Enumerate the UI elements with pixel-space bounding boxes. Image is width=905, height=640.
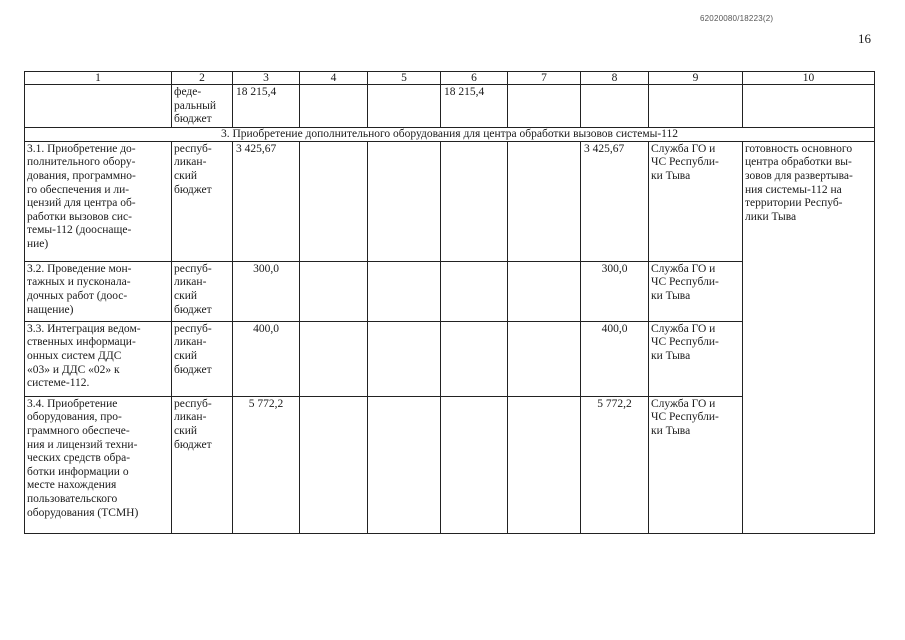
- table-cell: [300, 85, 368, 128]
- table-cell: [368, 261, 441, 321]
- table-cell: [649, 85, 743, 128]
- header-cell: 9: [649, 72, 743, 85]
- executor: Служба ГО и ЧС Республи- ки Тыва: [649, 396, 743, 533]
- table-cell: [441, 321, 508, 396]
- table-cell: [300, 396, 368, 533]
- table-cell: [508, 261, 581, 321]
- funding-source: феде- ральный бюджет: [172, 85, 233, 128]
- section-title: 3. Приобретение дополнительного оборудования для центра обработки вызовов системы-112: [25, 127, 875, 141]
- measure-name: 3.1. Приобретение до- полнительного обору- дования, программно- го обеспечения и ли- цензий для центра об- работки вызовов сис- темы-112 (дооснаще- ние): [25, 141, 172, 261]
- header-cell: 7: [508, 72, 581, 85]
- table-cell: [368, 396, 441, 533]
- amount-col3: 400,0: [233, 321, 300, 396]
- table-cell: [743, 85, 875, 128]
- table-cell: [300, 261, 368, 321]
- table-cell: [508, 396, 581, 533]
- funding-source: респуб- ликан- ский бюджет: [172, 321, 233, 396]
- table-cell: [300, 321, 368, 396]
- table-cell: [441, 141, 508, 261]
- header-cell: 4: [300, 72, 368, 85]
- header-cell: 6: [441, 72, 508, 85]
- table-cell: [441, 261, 508, 321]
- amount-col8: 3 425,67: [581, 141, 649, 261]
- executor: Служба ГО и ЧС Республи- ки Тыва: [649, 141, 743, 261]
- amount-col3: 18 215,4: [233, 85, 300, 128]
- executor: Служба ГО и ЧС Республи- ки Тыва: [649, 321, 743, 396]
- funding-source: респуб- ликан- ский бюджет: [172, 396, 233, 533]
- amount-col6: 18 215,4: [441, 85, 508, 128]
- table-cell: [508, 141, 581, 261]
- table-row-federal: [25, 85, 875, 128]
- table-cell: [300, 141, 368, 261]
- table-cell: [508, 321, 581, 396]
- funding-source: респуб- ликан- ский бюджет: [172, 141, 233, 261]
- document-code: 62020080/18223(2): [700, 14, 774, 23]
- header-cell: 5: [368, 72, 441, 85]
- amount-col3: 300,0: [233, 261, 300, 321]
- table-cell: [25, 85, 172, 128]
- expected-result: готовность основного центра обработки вы- зовов для развертыва- ния системы-112 на территории Респуб- лики Тыва: [743, 141, 875, 533]
- measure-name: 3.3. Интеграция ведом- ственных информаци- онных систем ДДС «03» и ДДС «02» к системе-112.: [25, 321, 172, 396]
- table-cell: [368, 141, 441, 261]
- table-row: [25, 141, 875, 261]
- header-cell: 8: [581, 72, 649, 85]
- amount-col8: 5 772,2: [581, 396, 649, 533]
- budget-table: [24, 71, 875, 534]
- table-cell: [368, 321, 441, 396]
- header-cell: 3: [233, 72, 300, 85]
- amount-col3: 5 772,2: [233, 396, 300, 533]
- amount-col8: 300,0: [581, 261, 649, 321]
- header-cell: 1: [25, 72, 172, 85]
- header-row: [25, 72, 875, 85]
- page-number: 16: [858, 31, 871, 46]
- section-row: [25, 127, 875, 141]
- header-cell: 10: [743, 72, 875, 85]
- table-cell: [508, 85, 581, 128]
- funding-source: респуб- ликан- ский бюджет: [172, 261, 233, 321]
- table-cell: [368, 85, 441, 128]
- amount-col3: 3 425,67: [233, 141, 300, 261]
- table-cell: [581, 85, 649, 128]
- measure-name: 3.4. Приобретение оборудования, про- граммного обеспече- ния и лицензий техни- ческих средств обра- ботки информации о месте нахождения пользовательского оборудования (ТСМН): [25, 396, 172, 533]
- header-cell: 2: [172, 72, 233, 85]
- executor: Служба ГО и ЧС Республи- ки Тыва: [649, 261, 743, 321]
- measure-name: 3.2. Проведение мон- тажных и пусконала- дочных работ (доос- нащение): [25, 261, 172, 321]
- table-cell: [441, 396, 508, 533]
- amount-col8: 400,0: [581, 321, 649, 396]
